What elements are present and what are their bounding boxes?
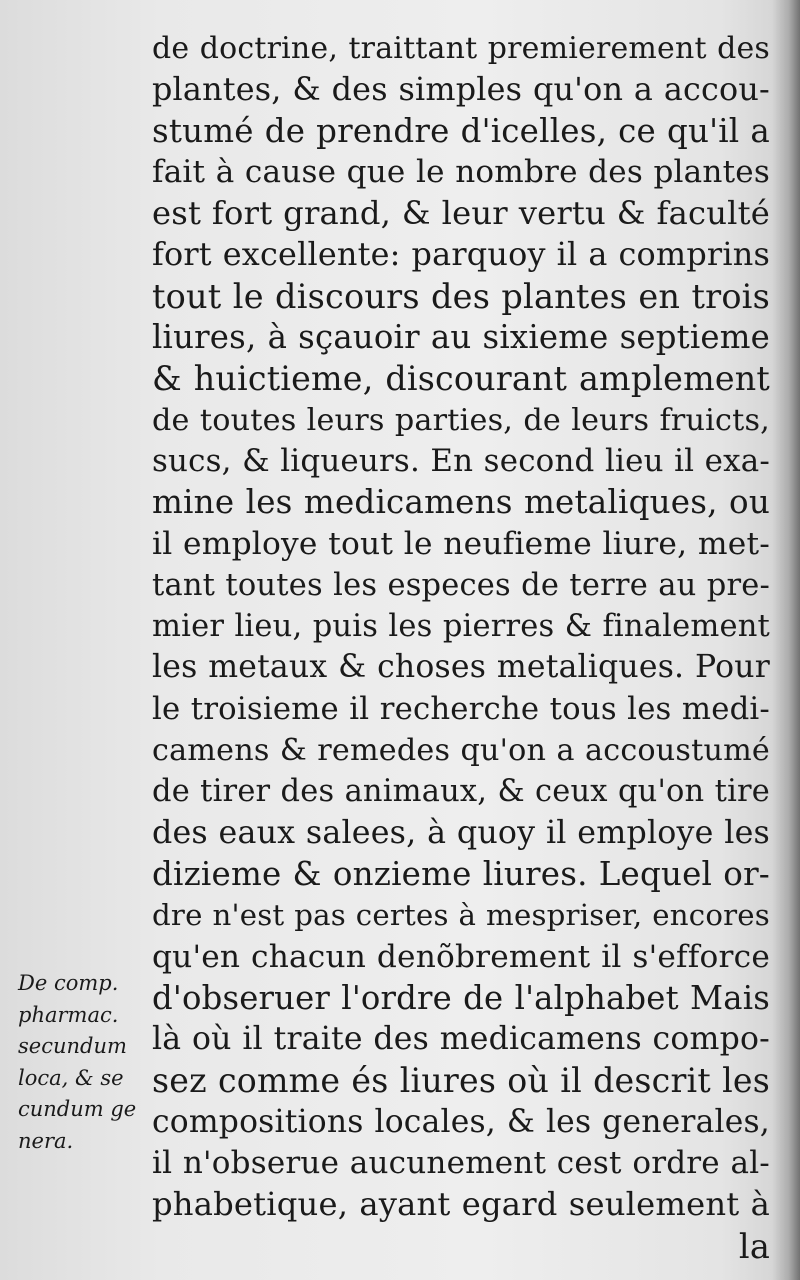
text-line: fait à cause que le nombre des plantes: [152, 153, 770, 190]
marginal-note-line: De comp.: [18, 971, 119, 995]
text-line: de toutes leurs parties, de leurs fruicts,: [152, 402, 770, 438]
text-line: liures, à sçauoir au sixieme septieme: [152, 318, 770, 357]
catchword: la: [738, 1226, 770, 1266]
text-line: compositions locales, & les generales,: [152, 1103, 770, 1140]
text-line: camens & remedes qu'on a accoustumé: [152, 733, 770, 769]
main-text-block: [152, 28, 770, 1267]
text-line: sucs, & liqueurs. En second lieu il exa-: [152, 442, 770, 479]
text-line: & huictieme, discourant amplement: [152, 359, 770, 399]
text-line: mier lieu, puis les pierres & finalement: [152, 609, 770, 645]
text-line: dre n'est pas certes à mespriser, encores: [152, 898, 770, 933]
text-line: d'obseruer l'ordre de l'alphabet Mais: [152, 978, 770, 1017]
text-line: des eaux salees, à quoy il employe les: [152, 814, 770, 851]
marginal-note-line: nera.: [18, 1128, 74, 1153]
text-line: sez comme és liures où il descrit les: [152, 1061, 770, 1101]
text-line: tant toutes les especes de terre au pre-: [152, 567, 770, 603]
text-line: tout le discours des plantes en trois: [152, 276, 770, 316]
text-line: phabetique, ayant egard seulement à: [152, 1185, 770, 1224]
marginal-note-line: secundum: [18, 1034, 127, 1058]
text-line: de doctrine, traittant premierement des: [152, 31, 770, 66]
text-line: qu'en chacun denõbrement il s'efforce: [152, 938, 770, 975]
page-edge-shadow: [772, 0, 800, 1280]
text-line: il n'obserue aucunement cest ordre al-: [152, 1145, 770, 1182]
marginal-note-line: cundum ge: [18, 1097, 137, 1121]
marginal-note-line: pharmac.: [18, 1002, 119, 1027]
text-line: là où il traite des medicamens compo-: [152, 1021, 770, 1058]
text-line: mine les medicamens metaliques, ou: [152, 483, 770, 522]
marginal-note: [18, 968, 158, 1157]
text-line: le troisieme il recherche tous les medi-: [152, 691, 770, 727]
text-line: stumé de prendre d'icelles, ce qu'il a: [152, 111, 770, 150]
marginal-note-line: loca, & se: [18, 1065, 124, 1090]
text-line: de tirer des animaux, & ceux qu'on tire: [152, 774, 770, 810]
text-line: plantes, & des simples qu'on a accou-: [152, 71, 770, 109]
text-line: est fort grand, & leur vertu & faculté: [152, 194, 770, 233]
text-line: il employe tout le neufieme liure, met-: [152, 525, 770, 562]
text-line: dizieme & onzieme liures. Lequel or-: [152, 854, 770, 893]
text-line: fort excellente: parquoy il a comprins: [152, 235, 770, 274]
text-line: les metaux & choses metaliques. Pour: [152, 649, 770, 686]
